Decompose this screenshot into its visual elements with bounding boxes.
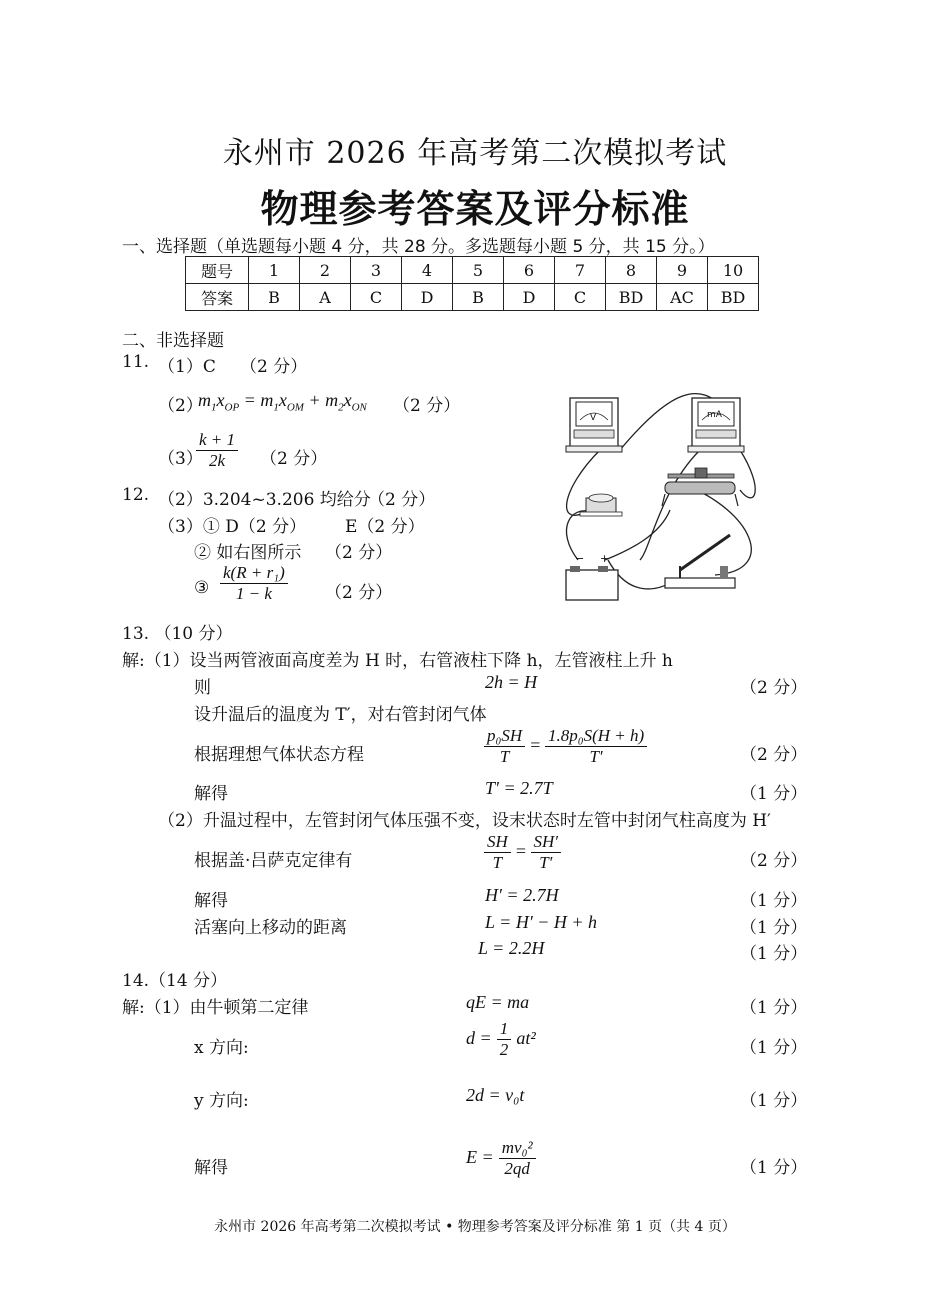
numerator: k + 1 — [196, 430, 238, 451]
q12-part3c-score: （2 分） — [325, 583, 393, 603]
milliammeter-label: mA — [707, 410, 722, 420]
q13-line5: 解得 — [194, 784, 228, 804]
q14-eq1: qE = ma — [466, 992, 530, 1012]
q11-part2-score: （2 分） — [393, 396, 461, 416]
table-cell: B — [453, 284, 504, 311]
numerator: k(R + r₁) — [220, 563, 288, 584]
q11-part3-label: （3） — [158, 449, 203, 469]
voltmeter — [566, 398, 622, 452]
minus-sign: − — [575, 552, 585, 565]
table-cell: 9 — [657, 257, 708, 284]
milliammeter — [688, 398, 744, 452]
table-cell: D — [402, 284, 453, 311]
q12-number: 12. — [122, 485, 150, 505]
denominator: T′ — [589, 747, 603, 766]
table-cell: 4 — [402, 257, 453, 284]
q12-part3c-fraction — [220, 563, 288, 604]
table-cell: 3 — [351, 257, 402, 284]
q13-eq1-score: （2 分） — [740, 678, 808, 698]
table-cell: B — [249, 284, 300, 311]
numerator: p₀SH — [484, 726, 525, 747]
denominator: T — [499, 747, 510, 766]
q13-line3: 设升温后的温度为 T′，对右管封闭气体 — [194, 705, 487, 725]
table-row — [186, 257, 759, 284]
table-cell: BD — [606, 284, 657, 311]
battery — [566, 552, 618, 600]
q12-part3b: ② 如右图所示 — [194, 543, 302, 563]
page-footer: 永州市 2026 年高考第二次模拟考试 • 物理参考答案及评分标准 第 1 页（共 4 页） — [214, 1219, 736, 1235]
q11-part2-label: （2） — [158, 396, 203, 416]
wire — [605, 510, 670, 560]
q13-line7: 根据盖·吕萨克定律有 — [194, 851, 353, 871]
table-row — [186, 284, 759, 311]
table-cell: 8 — [606, 257, 657, 284]
q14-line2: x 方向: — [194, 1038, 249, 1058]
q14-eq2-score: （1 分） — [740, 1038, 808, 1058]
voltmeter-label: V — [590, 413, 597, 423]
q14-eq4 — [466, 1138, 536, 1179]
wire — [685, 485, 751, 575]
wire — [640, 450, 700, 560]
denominator: T — [492, 853, 503, 872]
q13-eq5-score: （1 分） — [740, 891, 808, 911]
numerator: 1 — [497, 1019, 512, 1040]
circuit-diagram — [550, 380, 770, 610]
eq-suffix: at² — [516, 1028, 536, 1048]
q14-line3: y 方向: — [194, 1091, 249, 1111]
q14-line4: 解得 — [194, 1158, 228, 1178]
q12-part3a-e: E（2 分） — [345, 517, 425, 537]
eq-prefix: E = — [466, 1147, 494, 1167]
row-label: 题号 — [186, 257, 249, 284]
q13-eq7: L = 2.2H — [478, 938, 545, 958]
numerator: mv₀² — [499, 1138, 536, 1159]
table-cell: D — [504, 284, 555, 311]
q13-eq4: $\frac{SH}{T}$ = $\frac{SH'}{T'}$ — [484, 832, 561, 873]
q14-eq3-score: （1 分） — [740, 1091, 808, 1111]
row-label: 答案 — [186, 284, 249, 311]
q11-part1: （1）C — [158, 357, 216, 377]
table-cell: 6 — [504, 257, 555, 284]
wire — [740, 450, 755, 498]
q13-eq6-score: （1 分） — [740, 918, 808, 938]
resistor — [580, 494, 622, 516]
plus-sign: + — [600, 552, 610, 565]
q11-part3-fraction — [196, 430, 238, 471]
q14-line1: 解:（1）由牛顿第二定律 — [122, 998, 309, 1018]
q12-part3c-label: ③ — [194, 578, 210, 598]
q12-part2: （2）3.204~3.206 均给分 — [158, 490, 371, 510]
table-cell: C — [555, 284, 606, 311]
section-2-heading: 二、非选择题 — [122, 331, 224, 351]
q12-part3b-score: （2 分） — [325, 543, 393, 563]
numerator: SH — [484, 832, 511, 853]
numerator: 1.8p₀S(H + h) — [545, 726, 647, 747]
exam-title: 永州市 2026 年高考第二次模拟考试 — [222, 136, 728, 171]
denominator: T′ — [539, 853, 553, 872]
q13-eq7-score: （1 分） — [740, 944, 808, 964]
q13-line9: 活塞向上移动的距离 — [194, 918, 347, 938]
q14-eq3: 2d = v₀t — [466, 1085, 525, 1105]
q13-line8: 解得 — [194, 891, 228, 911]
q13-eq2: $\frac{\text{p₀SH}}{T}$ = $\frac{\text{1.8p₀S(H + h)}}{T'}$ — [484, 726, 647, 767]
q11-part3-score: （2 分） — [260, 449, 328, 469]
denominator: 2 — [499, 1040, 509, 1059]
q13-eq6: L = H′ − H + h — [485, 912, 598, 932]
q13-eq4-score: （2 分） — [740, 851, 808, 871]
section-1-heading: 一、选择题（单选题每小题 4 分，共 28 分。多选题每小题 5 分，共 15 分。） — [122, 237, 715, 257]
table-cell: 2 — [300, 257, 351, 284]
table-cell: A — [300, 284, 351, 311]
eq-prefix: d = — [466, 1028, 492, 1048]
q13-eq5: H′ = 2.7H — [485, 885, 559, 905]
q14-heading: 14.（14 分） — [122, 971, 228, 991]
table-cell: 7 — [555, 257, 606, 284]
q13-line1: 解:（1）设当两管液面高度差为 H 时，右管液柱下降 h，左管液柱上升 h — [122, 651, 673, 671]
q12-part2-score: （2 分） — [368, 490, 436, 510]
answer-table — [185, 256, 759, 311]
q13-heading: 13. （10 分） — [122, 624, 233, 644]
q11-part2-equation: $m_1x_{OP} = m_1x_{OM} + m_2x_{ON}$ — [198, 390, 367, 414]
table-cell: C — [351, 284, 402, 311]
denominator: 1 − k — [235, 584, 272, 603]
numerator: SH′ — [531, 832, 562, 853]
q13-line2: 则 — [194, 678, 211, 698]
q13-eq2-score: （2 分） — [740, 745, 808, 765]
q14-eq4-score: （1 分） — [740, 1158, 808, 1178]
q13-line6: （2）升温过程中，左管封闭气体压强不变，设末状态时左管中封闭气柱高度为 H′ — [158, 811, 771, 831]
q14-eq2 — [466, 1019, 536, 1060]
switch — [665, 535, 735, 588]
denominator: 2k — [208, 451, 226, 470]
table-cell: 5 — [453, 257, 504, 284]
q13-eq1: 2h = H — [485, 672, 538, 692]
table-cell: 10 — [708, 257, 759, 284]
q14-eq1-score: （1 分） — [740, 998, 808, 1018]
q13-eq3: T′ = 2.7T — [485, 778, 553, 798]
q13-line4: 根据理想气体状态方程 — [194, 745, 364, 765]
q12-part3a: （3）① D（2 分） — [158, 517, 307, 537]
answer-key-title: 物理参考答案及评分标准 — [260, 187, 690, 231]
rheostat — [662, 468, 738, 506]
q11-part1-score: （2 分） — [240, 357, 308, 377]
table-cell: 1 — [249, 257, 300, 284]
q11-number: 11. — [122, 352, 150, 372]
denominator: 2qd — [504, 1159, 530, 1178]
table-cell: AC — [657, 284, 708, 311]
q13-eq3-score: （1 分） — [740, 784, 808, 804]
table-cell: BD — [708, 284, 759, 311]
